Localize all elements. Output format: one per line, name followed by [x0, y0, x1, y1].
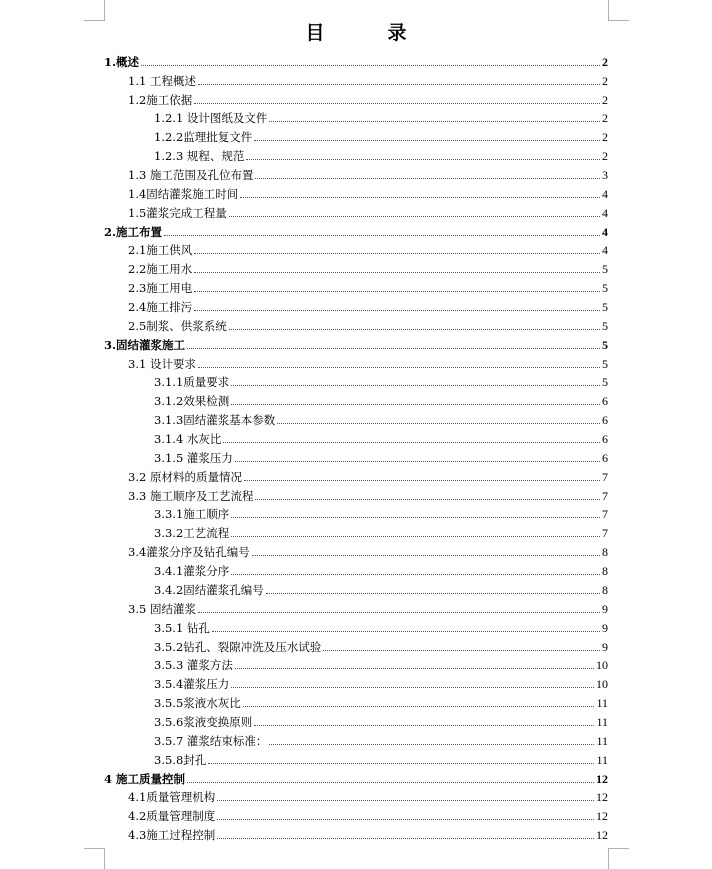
toc-entry-page-number: 5 — [602, 262, 608, 277]
toc-entry[interactable] — [104, 804, 608, 823]
toc-entry-label: 1.1 工程概述 — [128, 73, 196, 88]
toc-entry-page-number: 12 — [596, 809, 608, 824]
dot-leader — [235, 461, 600, 462]
toc-entry[interactable] — [104, 748, 608, 767]
toc-entry-page-number: 5 — [602, 318, 608, 333]
toc-entry[interactable] — [104, 710, 608, 729]
dot-leader — [246, 159, 600, 160]
dot-leader — [231, 404, 600, 405]
dot-leader — [212, 631, 600, 632]
toc-entry-page-number: 7 — [602, 488, 608, 503]
toc-entry-label: 1.4固结灌浆施工时间 — [128, 186, 239, 201]
toc-entry-page-number: 4 — [602, 205, 608, 220]
toc-entry-page-number: 12 — [596, 790, 608, 805]
toc-entry-label: 3.5.5浆液水灰比 — [154, 696, 241, 711]
dot-leader — [266, 593, 600, 594]
toc-entry[interactable] — [104, 295, 608, 314]
toc-entry-page-number: 9 — [602, 639, 608, 654]
toc-entry-label: 3.1.2效果检测 — [154, 394, 230, 409]
toc-entry-page-number: 8 — [602, 545, 608, 560]
toc-entry-label: 3.1.3固结灌浆基本参数 — [154, 413, 276, 428]
dot-leader — [255, 499, 600, 500]
toc-entry-page-number: 2 — [602, 149, 608, 164]
dot-leader — [194, 103, 600, 104]
crop-mark-bottom-left — [84, 848, 105, 869]
toc-entry[interactable] — [104, 107, 608, 126]
toc-entry[interactable] — [104, 767, 608, 786]
toc-entry[interactable] — [104, 521, 608, 540]
toc-entry-page-number: 6 — [602, 432, 608, 447]
toc-entry-page-number: 2 — [602, 111, 608, 126]
dot-leader — [194, 310, 600, 311]
toc-entry[interactable] — [104, 786, 608, 805]
toc-entry-page-number: 7 — [602, 469, 608, 484]
dot-leader — [254, 725, 594, 726]
dot-leader — [231, 536, 600, 537]
dot-leader — [240, 197, 600, 198]
dot-leader — [255, 178, 600, 179]
toc-entry-page-number: 5 — [602, 337, 608, 352]
toc-entry[interactable] — [104, 182, 608, 201]
dot-leader — [208, 763, 594, 764]
dot-leader — [141, 65, 600, 66]
toc-entry-label: 3.固结灌浆施工 — [104, 337, 186, 352]
toc-entry[interactable] — [104, 408, 608, 427]
toc-entry[interactable] — [104, 201, 608, 220]
toc-entry-label: 3.5.7 灌浆结束标准： — [154, 733, 268, 748]
dot-leader — [244, 480, 600, 481]
table-of-contents — [104, 50, 608, 842]
toc-entry-page-number: 6 — [602, 413, 608, 428]
toc-entry-page-number: 2 — [602, 92, 608, 107]
dot-leader — [187, 348, 600, 349]
toc-entry-label: 1.概述 — [104, 54, 140, 69]
toc-entry-label: 1.2施工依据 — [128, 92, 193, 107]
toc-entry-page-number: 6 — [602, 450, 608, 465]
toc-entry[interactable] — [104, 125, 608, 144]
toc-entry-page-number: 5 — [602, 281, 608, 296]
toc-entry[interactable] — [104, 654, 608, 673]
toc-entry-label: 3.2 原材料的质量情况 — [128, 469, 242, 484]
toc-entry-page-number: 5 — [602, 375, 608, 390]
dot-leader — [223, 442, 600, 443]
toc-entry-page-number: 2 — [602, 54, 608, 69]
toc-entry-label: 1.2.3 规程、规范 — [154, 149, 245, 164]
toc-entry-page-number: 11 — [596, 752, 608, 767]
toc-entry-label: 3.5.1 钻孔 — [154, 620, 210, 635]
dot-leader — [194, 272, 600, 273]
dot-leader — [217, 838, 594, 839]
toc-entry-label: 3.1 设计要求 — [128, 356, 196, 371]
toc-entry-page-number: 9 — [602, 620, 608, 635]
toc-entry-page-number: 7 — [602, 507, 608, 522]
toc-entry-page-number: 10 — [596, 658, 608, 673]
toc-entry-label: 3.5.2钻孔、裂隙冲洗及压水试验 — [154, 639, 322, 654]
toc-entry-page-number: 6 — [602, 394, 608, 409]
toc-entry-label: 3.4.1灌浆分序 — [154, 564, 230, 579]
dot-leader — [194, 253, 600, 254]
toc-entry-label: 1.3 施工范围及孔位布置 — [128, 168, 254, 183]
toc-entry-page-number: 9 — [602, 601, 608, 616]
toc-entry[interactable] — [104, 371, 608, 390]
dot-leader — [198, 367, 600, 368]
toc-entry-label: 1.2.2监理批复文件 — [154, 130, 253, 145]
toc-entry-page-number: 2 — [602, 130, 608, 145]
dot-leader — [252, 555, 600, 556]
toc-entry-label: 1.5灌浆完成工程量 — [128, 205, 227, 220]
toc-entry-label: 2.3施工用电 — [128, 281, 193, 296]
dot-leader — [187, 782, 594, 783]
dot-leader — [231, 574, 600, 575]
toc-entry[interactable] — [104, 163, 608, 182]
toc-entry-label: 3.5 固结灌浆 — [128, 601, 196, 616]
dot-leader — [254, 140, 600, 141]
toc-entry-page-number: 12 — [596, 828, 608, 843]
toc-entry-label: 3.1.5 灌浆压力 — [154, 450, 233, 465]
toc-entry[interactable] — [104, 578, 608, 597]
dot-leader — [277, 423, 600, 424]
dot-leader — [217, 819, 594, 820]
toc-entry-label: 3.5.8封孔 — [154, 752, 207, 767]
toc-entry-label: 2.2施工用水 — [128, 262, 193, 277]
toc-entry-label: 3.3.2工艺流程 — [154, 526, 230, 541]
toc-entry[interactable] — [104, 88, 608, 107]
toc-entry-page-number: 7 — [602, 526, 608, 541]
toc-entry-label: 3.5.6浆液变换原则 — [154, 714, 253, 729]
toc-entry-page-number: 5 — [602, 356, 608, 371]
dot-leader — [217, 800, 594, 801]
toc-entry-page-number: 8 — [602, 564, 608, 579]
toc-entry-label: 3.3.1施工顺序 — [154, 507, 230, 522]
crop-mark-bottom-right — [608, 848, 629, 869]
toc-entry-page-number: 11 — [596, 714, 608, 729]
dot-leader — [231, 517, 600, 518]
dot-leader — [269, 121, 600, 122]
toc-entry[interactable] — [104, 427, 608, 446]
toc-entry[interactable] — [104, 729, 608, 748]
toc-entry[interactable] — [104, 540, 608, 559]
toc-entry[interactable] — [104, 691, 608, 710]
dot-leader — [164, 235, 600, 236]
toc-entry-page-number: 3 — [602, 168, 608, 183]
toc-entry-label: 3.1.4 水灰比 — [154, 432, 222, 447]
toc-entry-label: 3.5.4灌浆压力 — [154, 677, 230, 692]
toc-entry[interactable] — [104, 220, 608, 239]
toc-entry[interactable] — [104, 144, 608, 163]
toc-entry-page-number: 11 — [596, 733, 608, 748]
dot-leader — [235, 668, 594, 669]
toc-entry-page-number: 5 — [602, 300, 608, 315]
toc-entry-label: 2.4施工排污 — [128, 300, 193, 315]
toc-entry-page-number: 4 — [602, 186, 608, 201]
toc-entry-label: 3.5.3 灌浆方法 — [154, 658, 233, 673]
toc-entry-label: 2.1施工供风 — [128, 243, 193, 258]
toc-entry-label: 1.2.1 设计图纸及文件 — [154, 111, 268, 126]
toc-entry[interactable] — [104, 484, 608, 503]
toc-entry[interactable] — [104, 314, 608, 333]
dot-leader — [229, 329, 600, 330]
toc-entry-label: 3.3 施工顺序及工艺流程 — [128, 488, 254, 503]
toc-entry[interactable] — [104, 635, 608, 654]
toc-entry[interactable] — [104, 276, 608, 295]
toc-entry[interactable] — [104, 333, 608, 352]
dot-leader — [231, 687, 594, 688]
toc-entry-page-number: 10 — [596, 677, 608, 692]
toc-entry-page-number: 8 — [602, 582, 608, 597]
toc-entry[interactable] — [104, 69, 608, 88]
toc-entry-label: 2.施工布置 — [104, 224, 163, 239]
dot-leader — [269, 744, 594, 745]
toc-entry[interactable] — [104, 50, 608, 69]
toc-entry-page-number: 4 — [602, 224, 608, 239]
toc-entry[interactable] — [104, 823, 608, 842]
dot-leader — [243, 706, 595, 707]
toc-entry[interactable] — [104, 352, 608, 371]
toc-entry[interactable] — [104, 257, 608, 276]
toc-entry[interactable] — [104, 465, 608, 484]
dot-leader — [229, 216, 600, 217]
toc-entry[interactable] — [104, 597, 608, 616]
dot-leader — [323, 650, 600, 651]
dot-leader — [198, 84, 600, 85]
toc-entry[interactable] — [104, 239, 608, 258]
toc-entry-page-number: 4 — [602, 243, 608, 258]
dot-leader — [194, 291, 600, 292]
toc-entry-page-number: 2 — [602, 73, 608, 88]
toc-entry-label: 2.5制浆、供浆系统 — [128, 318, 227, 333]
toc-entry-label: 4 施工质量控制 — [104, 771, 186, 786]
toc-entry[interactable] — [104, 559, 608, 578]
toc-entry-label: 4.1质量管理机构 — [128, 790, 216, 805]
toc-title: 目 录 — [305, 22, 429, 44]
toc-entry-label: 3.4.2固结灌浆孔编号 — [154, 582, 264, 597]
toc-entry-label: 4.3施工过程控制 — [128, 828, 216, 843]
toc-entry-page-number: 11 — [596, 696, 608, 711]
toc-entry-label: 4.2质量管理制度 — [128, 809, 216, 824]
toc-entry[interactable] — [104, 446, 608, 465]
toc-entry[interactable] — [104, 616, 608, 635]
dot-leader — [198, 612, 600, 613]
toc-entry-label: 3.4灌浆分序及钻孔编号 — [128, 545, 250, 560]
dot-leader — [231, 385, 600, 386]
toc-entry[interactable] — [104, 389, 608, 408]
toc-entry[interactable] — [104, 672, 608, 691]
toc-entry-page-number: 12 — [596, 771, 608, 786]
toc-entry-label: 3.1.1质量要求 — [154, 375, 230, 390]
toc-entry[interactable] — [104, 503, 608, 522]
